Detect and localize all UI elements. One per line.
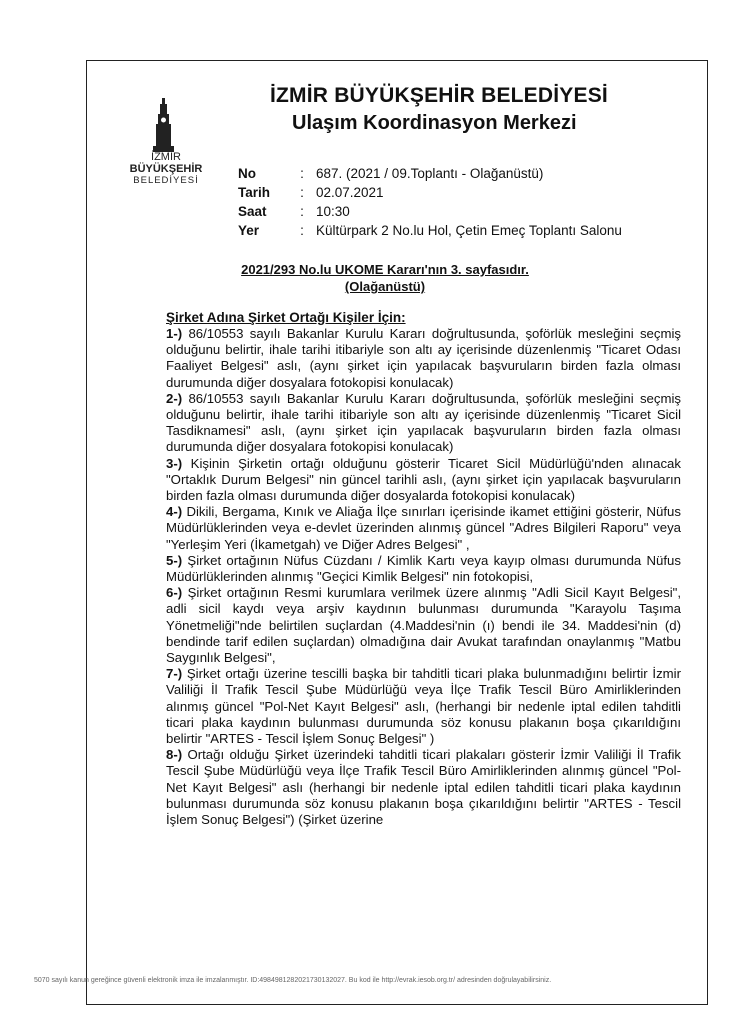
- meta-row-date: [238, 183, 622, 202]
- item-number: 6-): [166, 585, 183, 601]
- e-signature-footer: 5070 sayılı kanun gereğince güvenli elektronik imza ile imzalanmıştır. ID:49849812820217301320​27. Bu kod ile http://evrak.iesob.org.tr/ adresinden doğrulayabilirsiniz.: [34, 977, 552, 984]
- item-text: Şirket ortağı üzerine tescilli başka bir tahditli ticari plaka bulunmadığını belirtir İzmir Valiliği İl Trafik Tescil Şube Müdürlüğü veya İlçe Trafik Tescil Büro Amirliklerinden alınmış güncel "Pol-Net Kayıt Belgesi" aslı, (herhangi bir nedenle iptal edilen tahditli ticari plaka kaydının bulunması durumunda söz konusu plakanın boşa çıkarıldığını belirtir "ARTES - Tescil İşlem Sonuç Belgesi" ): [166, 666, 681, 747]
- meta-row-time: [238, 202, 622, 221]
- list-item: [166, 585, 681, 666]
- org-name: İZMİR BÜYÜKŞEHİR BELEDİYESİ: [270, 84, 608, 107]
- list-item: [166, 747, 681, 828]
- meta-row-no: [238, 164, 622, 183]
- municipality-logo: [116, 98, 216, 188]
- svg-text:İZMİR: İZMİR: [151, 151, 181, 163]
- meta-key: Yer: [238, 223, 260, 238]
- item-text: 86/10553 sayılı Bakanlar Kurulu Kararı doğrultusunda, şoförlük mesleğini seçmiş olduğunu belirtir, ihale tarihi itibariyle son altı ay içerisinde düzenlenmiş "Ticaret Sicil Tasdiknamesi" aslı, (aynı şirket için yapılacak başvuruların birden fazla olması durumunda diğer dosyalara fotokopisi konulacak): [166, 390, 681, 455]
- list-item: [166, 504, 681, 553]
- meta-key: No: [238, 166, 256, 181]
- item-number: 2-): [166, 390, 183, 406]
- meta-sep: :: [300, 185, 304, 200]
- item-text: Kişinin Şirketin ortağı olduğunu gösterir Ticaret Sicil Müdürlüğü'nden alınacak "Ortaklık Durum Belgesi" nin güncel tarihli aslı, (aynı şirket için yapılacak başvuruların birden fazla olması durumunda diğer dosyalarda fotokopisi konulacak): [166, 455, 681, 504]
- meta-key: Saat: [238, 204, 267, 219]
- item-text: Dikili, Bergama, Kınık ve Aliağa İlçe sınırları içerisinde ikamet ettiğini gösterir, Nüfus Müdürlüklerinden veya e-devlet üzerinden alınmış güncel "Adres Bilgileri Raporu" veya "Yerleşim Yeri (İkametgah) ve Diğer Adres Belgesi" ,: [166, 504, 681, 552]
- meta-value: 10:30: [316, 204, 350, 219]
- list-item: [166, 553, 681, 585]
- org-unit: Ulaşım Koordinasyon Merkezi: [292, 112, 577, 134]
- meta-sep: :: [300, 166, 304, 181]
- item-number: 8-): [166, 747, 183, 763]
- meta-value: 687. (2021 / 09.Toplantı - Olağanüstü): [316, 166, 544, 181]
- requirements-list: [166, 326, 681, 828]
- list-item: [166, 391, 681, 456]
- meta-row-place: [238, 221, 622, 240]
- meta-value: 02.07.2021: [316, 185, 384, 200]
- meeting-meta: [238, 164, 622, 240]
- meta-sep: :: [300, 204, 304, 219]
- svg-text:BÜYÜKŞEHİR: BÜYÜKŞEHİR: [129, 163, 203, 175]
- meta-sep: :: [300, 223, 304, 238]
- item-number: 1-): [166, 326, 183, 341]
- item-number: 5-): [166, 552, 183, 568]
- meta-value: Kültürpark 2 No.lu Hol, Çetin Emeç Toplantı Salonu: [316, 223, 622, 238]
- item-number: 4-): [166, 504, 183, 520]
- svg-text:BELEDİYESİ: BELEDİYESİ: [133, 175, 199, 186]
- item-text: 86/10553 sayılı Bakanlar Kurulu Kararı doğrultusunda, şoförlük mesleğini seçmiş olduğunu belirtir, ihale tarihi itibariyle son altı ay içerisinde düzenlenmiş "Ticaret Odası Faaliyet Belgesi" aslı, (aynı şirket için yapılacak başvuruların birden fazla olması durumunda diğer dosyalara fotokopisi konulacak): [166, 326, 681, 390]
- meta-key: Tarih: [238, 185, 271, 200]
- list-item: [166, 666, 681, 747]
- section-heading: Şirket Adına Şirket Ortağı Kişiler İçin:: [166, 310, 406, 325]
- item-text: Şirket ortağının Nüfus Cüzdanı / Kimlik Kartı veya kayıp olması durumunda Nüfus Müdürlüklerinden alınmış "Geçici Kimlik Belgesi" nin fotokopisi,: [166, 552, 681, 585]
- item-text: Ortağı olduğu Şirket üzerindeki tahditli ticari plakaları gösterir İzmir Valiliği İl Trafik Tescil Şube Müdürlüğü veya İlçe Trafik Tescil Büro Amirliklerinden alınmış güncel "Pol-Net Kayıt Belgesi" aslı (herhangi bir nedenle iptal edilen tahditli ticari plaka kaydının bulunması durumunda söz konusu plakanın boşa çıkarıldığını belirtir "ARTES - Tescil İşlem Sonuç Belgesi") (Şirket üzerine: [166, 747, 681, 828]
- item-number: 3-): [166, 455, 183, 471]
- list-item: [166, 456, 681, 505]
- document-subtitle: (Olağanüstü): [344, 279, 426, 294]
- list-item: [166, 326, 681, 391]
- clock-tower-icon: [116, 98, 216, 188]
- item-text: Şirket ortağının Resmi kurumlara verilmek üzere alınmış "Adli Sicil Kayıt Belgesi", adli sicil kaydı veya arşiv kaydının bulunması durumunda "Karayolu Taşıma Yönetmeliği"nde belirtilen suçlardan (4.Maddesi'nin (ı) bendi ile 34. Maddesi'nin (d) bendinde tarif edilen suçlardan) olmadığına dair Avukat tarafından onaylanmış "Matbu Saygınlık Belgesi",: [166, 585, 681, 666]
- document-title: 2021/293 No.lu UKOME Kararı'nın 3. sayfasıdır.: [241, 262, 529, 277]
- item-number: 7-): [166, 666, 183, 682]
